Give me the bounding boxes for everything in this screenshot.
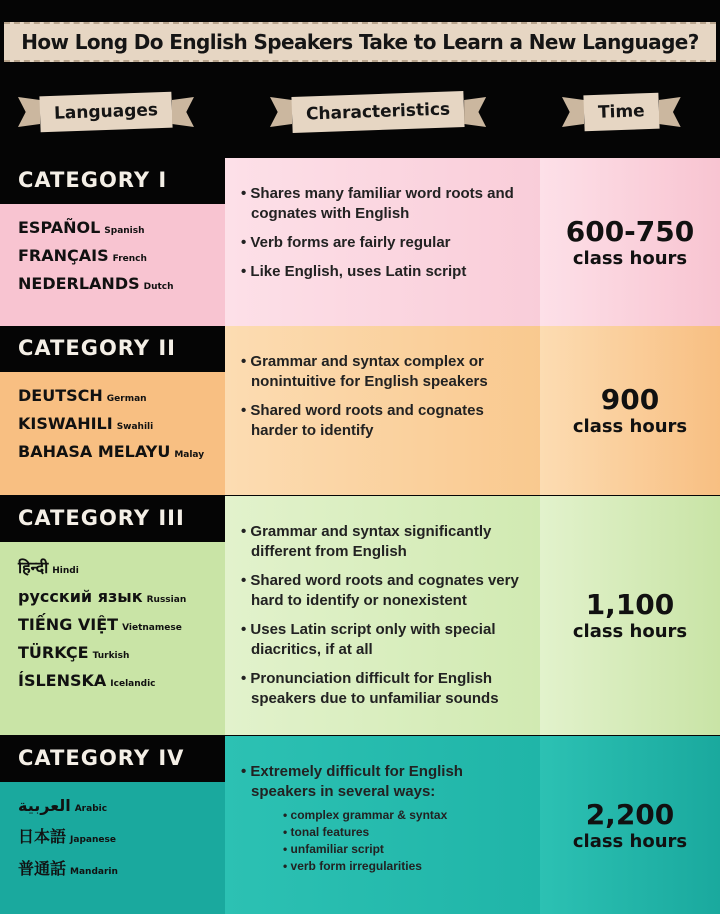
native-name: TIẾNG VIỆT bbox=[18, 615, 119, 634]
language-list bbox=[18, 386, 221, 470]
characteristic-item: • Uses Latin script only with special diacritics, if at all bbox=[241, 621, 496, 658]
native-name: NEDERLANDS bbox=[18, 274, 140, 293]
category-section bbox=[0, 326, 720, 495]
ribbon-end-icon bbox=[659, 97, 681, 127]
languages-cell bbox=[0, 736, 225, 914]
native-name: ÍSLENSKA bbox=[18, 671, 107, 690]
language-item bbox=[18, 386, 221, 405]
characteristics-cell bbox=[225, 736, 540, 914]
language-item bbox=[18, 824, 221, 847]
time-cell bbox=[540, 496, 720, 735]
time-cell bbox=[540, 326, 720, 495]
languages-cell bbox=[0, 326, 225, 495]
language-item bbox=[18, 856, 221, 879]
sub-item: • verb form irregularities bbox=[283, 859, 422, 873]
english-name: Swahili bbox=[116, 422, 154, 432]
category-label: CATEGORY II bbox=[0, 326, 225, 372]
language-item bbox=[18, 671, 221, 690]
ribbon-end-icon bbox=[562, 97, 584, 127]
category-label: CATEGORY III bbox=[0, 496, 225, 542]
category-label: CATEGORY I bbox=[0, 158, 225, 204]
characteristics-cell bbox=[225, 158, 540, 326]
language-item bbox=[18, 246, 221, 265]
sub-list bbox=[239, 807, 524, 874]
native-name: FRANÇAIS bbox=[18, 246, 109, 265]
native-name: BAHASA MELAYU bbox=[18, 442, 171, 461]
column-label: Languages bbox=[39, 92, 172, 133]
english-name: Japanese bbox=[70, 835, 116, 845]
sub-item: • complex grammar & syntax bbox=[283, 808, 448, 822]
english-name: German bbox=[106, 394, 147, 404]
native-name: русский язык bbox=[18, 587, 143, 606]
characteristic-item: • Like English, uses Latin script bbox=[241, 263, 467, 280]
language-item bbox=[18, 587, 221, 606]
characteristic-item: • Shared word roots and cognates very hard to identify or nonexistent bbox=[241, 572, 519, 609]
time-cell bbox=[540, 158, 720, 326]
native-name: 日本語 bbox=[18, 827, 67, 846]
native-name: DEUTSCH bbox=[18, 386, 103, 405]
language-item bbox=[18, 414, 221, 433]
category-label: CATEGORY IV bbox=[0, 736, 225, 782]
language-item bbox=[18, 218, 221, 237]
language-list bbox=[18, 796, 221, 888]
time-value: 2,200 bbox=[585, 797, 675, 831]
time-unit: class hours bbox=[572, 621, 688, 642]
english-name: French bbox=[112, 254, 147, 264]
language-item bbox=[18, 796, 221, 815]
characteristics-cell bbox=[225, 496, 540, 735]
characteristics-cell bbox=[225, 326, 540, 495]
ribbon-end-icon bbox=[172, 97, 194, 127]
english-name: Turkish bbox=[92, 651, 130, 661]
column-header-time bbox=[562, 92, 681, 132]
ribbon-end-icon bbox=[464, 97, 486, 127]
column-header-characteristics bbox=[270, 92, 486, 132]
english-name: Spanish bbox=[104, 226, 145, 236]
languages-cell bbox=[0, 158, 225, 326]
time-cell bbox=[540, 736, 720, 914]
time-unit: class hours bbox=[572, 247, 688, 269]
english-name: Vietnamese bbox=[122, 623, 182, 633]
english-name: Hindi bbox=[52, 566, 79, 576]
ribbon-end-icon bbox=[18, 97, 40, 127]
language-list bbox=[18, 218, 221, 302]
column-label: Characteristics bbox=[291, 91, 464, 133]
time-value: 600-750 bbox=[565, 214, 695, 248]
language-item bbox=[18, 643, 221, 662]
language-list bbox=[18, 556, 221, 699]
native-name: 普通話 bbox=[18, 859, 67, 878]
english-name: Dutch bbox=[143, 282, 174, 292]
ribbon-end-icon bbox=[270, 97, 292, 127]
native-name: हिन्दी bbox=[18, 558, 49, 577]
sub-item: • unfamiliar script bbox=[283, 842, 384, 856]
column-header-languages bbox=[18, 92, 194, 132]
english-name: Russian bbox=[146, 595, 187, 605]
native-name: KISWAHILI bbox=[18, 414, 113, 433]
sub-item: • tonal features bbox=[283, 825, 370, 839]
category-section bbox=[0, 496, 720, 735]
language-item bbox=[18, 556, 221, 578]
characteristic-item: • Pronunciation difficult for English speakers due to unfamiliar sounds bbox=[241, 670, 499, 707]
category-section bbox=[0, 158, 720, 326]
languages-cell bbox=[0, 496, 225, 735]
english-name: Arabic bbox=[74, 804, 108, 814]
english-name: Icelandic bbox=[110, 679, 156, 689]
english-name: Malay bbox=[174, 450, 205, 460]
characteristic-item: • Shares many familiar word roots and cognates with English bbox=[241, 185, 514, 222]
time-unit: class hours bbox=[572, 830, 688, 852]
language-item bbox=[18, 615, 221, 634]
characteristic-item: • Grammar and syntax significantly different from English bbox=[241, 523, 492, 560]
native-name: ESPAÑOL bbox=[18, 218, 101, 237]
characteristic-item: • Shared word roots and cognates harder to identify bbox=[241, 402, 484, 439]
language-item bbox=[18, 442, 221, 461]
native-name: العربية bbox=[18, 796, 71, 815]
native-name: TÜRKÇE bbox=[18, 643, 89, 662]
page-title: How Long Do English Speakers Take to Learn a New Language? bbox=[21, 30, 699, 54]
characteristic-item: • Grammar and syntax complex or nonintuitive for English speakers bbox=[241, 353, 488, 390]
column-label: Time bbox=[583, 93, 659, 132]
title-banner bbox=[4, 22, 716, 62]
characteristic-item: • Extremely difficult for English speakers in several ways: bbox=[241, 763, 463, 800]
time-value: 1,100 bbox=[585, 588, 675, 621]
language-item bbox=[18, 274, 221, 293]
time-value: 900 bbox=[600, 383, 660, 416]
characteristic-item: • Verb forms are fairly regular bbox=[241, 234, 451, 251]
time-unit: class hours bbox=[572, 416, 688, 437]
english-name: Mandarin bbox=[70, 867, 118, 877]
category-section bbox=[0, 736, 720, 914]
